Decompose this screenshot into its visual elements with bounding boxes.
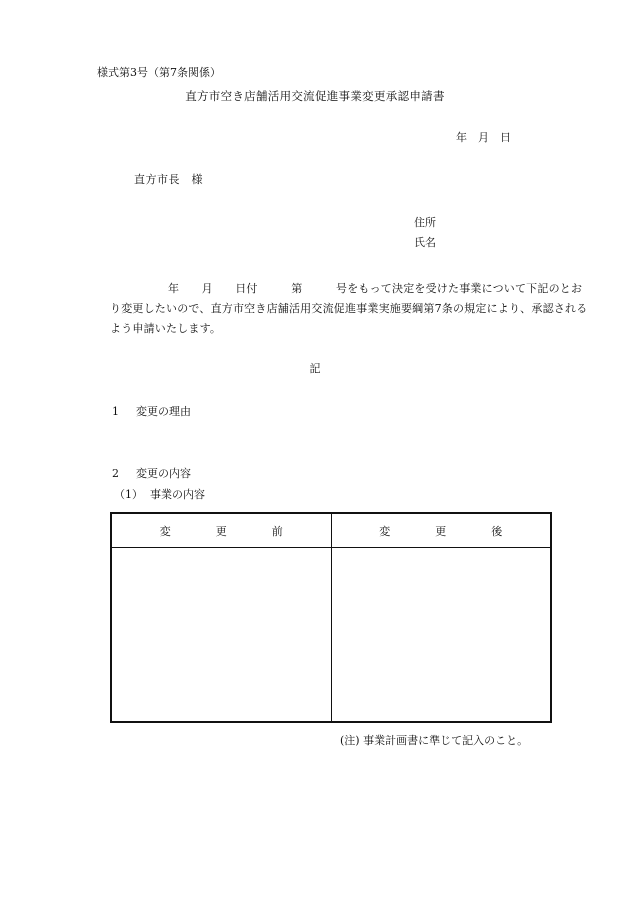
body-text-line-3: 承認されるよう申請いたします。 — [110, 302, 588, 335]
item-label: 変更の理由 — [136, 405, 191, 418]
item-change-reason — [112, 405, 191, 419]
footnote: (注) 事業計画書に準じて記入のこと。 — [340, 734, 529, 747]
body-text-line-1: 年 月 日付 第 号をもって決定を受けた事業について下記 — [168, 282, 549, 295]
address-label: 住所 — [414, 216, 436, 229]
table-header-row — [111, 513, 551, 548]
application-body-text — [110, 279, 590, 339]
document-title: 直方市空き店舗活用交流促進事業変更承認申請書 — [185, 89, 445, 103]
after-change-cell[interactable] — [331, 548, 551, 723]
header-before-change: 変更前 — [111, 513, 331, 548]
header-after-change: 変更後 — [331, 513, 551, 548]
body-text-line-2: のとおり変更したいので、直方市空き店舗活用交流促進事業実施要綱第7条の規定により、 — [110, 282, 583, 315]
item-change-content — [112, 467, 191, 481]
table-body-row — [111, 548, 551, 723]
item-label: 変更の内容 — [136, 467, 191, 480]
change-table — [110, 512, 552, 723]
before-change-cell[interactable] — [111, 548, 331, 723]
ki-heading: 記 — [309, 362, 321, 375]
subitem-label: 事業の内容 — [150, 488, 205, 501]
form-number: 様式第3号（第7条関係） — [97, 66, 221, 79]
name-label: 氏名 — [414, 236, 436, 249]
item-number: 1 — [112, 405, 119, 418]
subitem-business-content — [114, 488, 205, 502]
addressee: 直方市長 様 — [134, 173, 203, 186]
item-number: 2 — [112, 467, 119, 480]
subitem-number: （1） — [114, 488, 143, 501]
date-line: 年 月 日 — [456, 131, 511, 144]
